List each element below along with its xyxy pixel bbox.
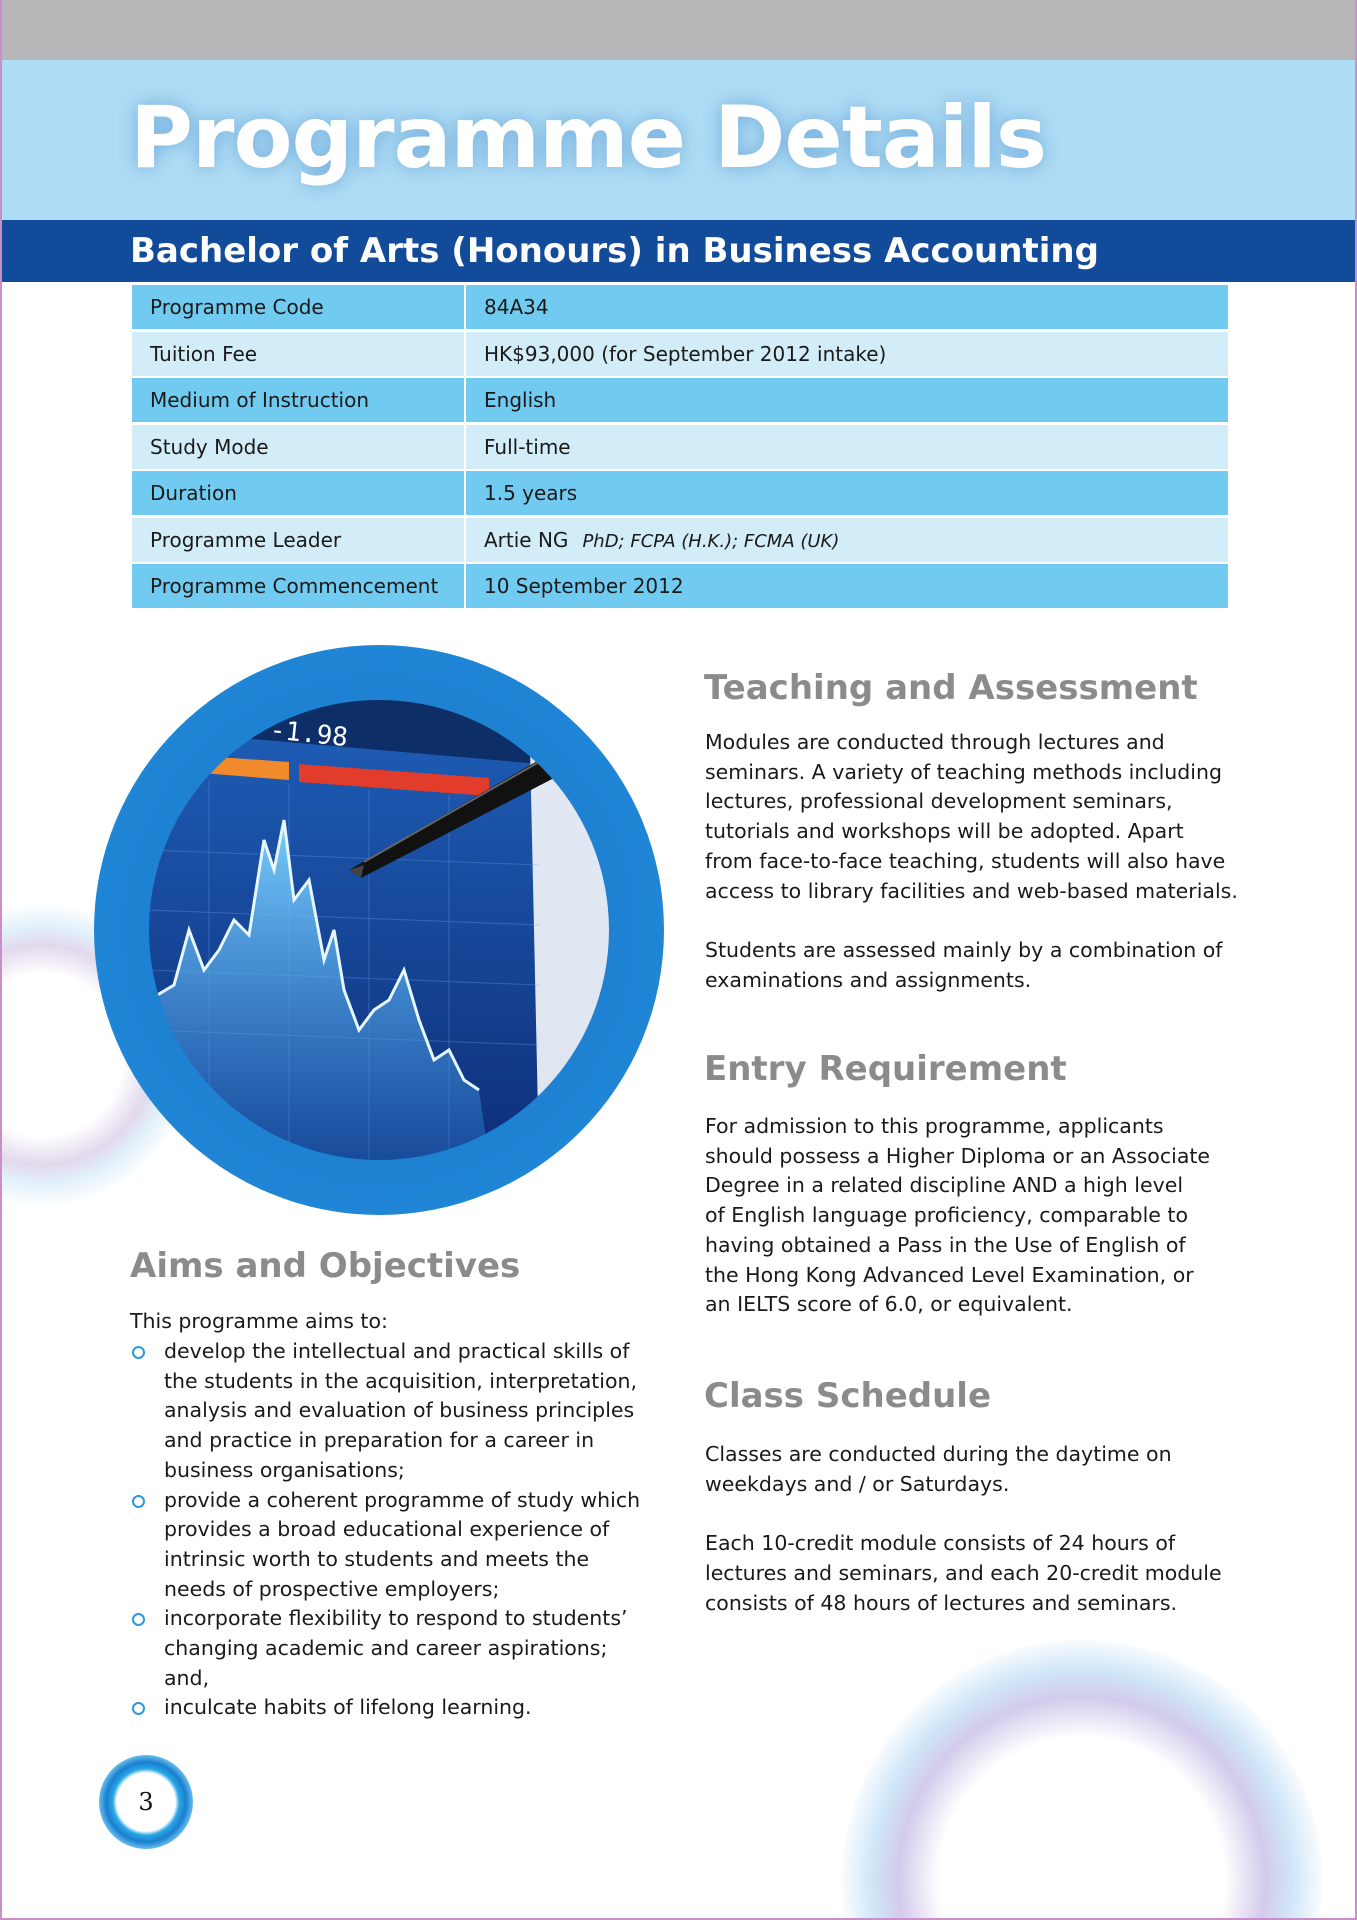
page-number-badge [99,1755,193,1849]
schedule-line: Classes are conducted during the daytime on [705,1442,1172,1466]
teaching-line: lectures, professional development seminars, [705,789,1173,814]
teaching-text [705,728,1238,995]
teaching-line: Modules are conducted through lectures and [705,730,1165,754]
decorative-ring-bottom-right [842,1640,1322,1920]
top-gray-bar [2,0,1357,60]
leader-credentials: PhD; FCPA (H.K.); FCMA (UK) [582,530,840,552]
schedule-heading: Class Schedule [704,1376,992,1416]
detail-label: Programme Leader [132,518,466,562]
detail-row-study-mode [132,425,1228,469]
detail-label: Medium of Instruction [132,378,466,422]
aims-list-item [130,1693,657,1723]
entry-heading: Entry Requirement [704,1049,1067,1089]
entry-line: of English language proficiency, comparable to [705,1203,1188,1228]
aims-item-text: incorporate flexibility to respond to students’ changing academic and career aspirations; and, [164,1606,628,1690]
aims-item-text: inculcate habits of lifelong learning. [164,1695,532,1720]
stock-chart-photo [94,645,664,1215]
aims-intro: This programme aims to: [130,1309,388,1333]
programme-name: Bachelor of Arts (Honours) in Business Accounting [130,231,1099,271]
schedule-blank-line [705,1499,1222,1529]
teaching-line: seminars. A variety of teaching methods including [705,759,1223,784]
teaching-line: access to library facilities and web-based materials. [705,878,1238,903]
aims-list-item [130,1604,657,1693]
circle-bullet-icon [132,1702,145,1715]
schedule-line: lectures and seminars, and each 20-credit module [705,1560,1222,1585]
detail-label: Programme Code [132,285,466,329]
entry-text [705,1112,1210,1320]
detail-row-medium [132,378,1228,422]
schedule-line: weekdays and / or Saturdays. [705,1471,1010,1496]
entry-line: having obtained a Pass in the Use of English of [705,1232,1186,1257]
aims-list [130,1337,657,1723]
detail-label: Programme Commencement [132,564,466,608]
teaching-line: examinations and assignments. [705,967,1032,992]
entry-line: an IELTS score of 6.0, or equivalent. [705,1292,1073,1317]
detail-row-commencement [132,564,1228,608]
detail-value: Full-time [484,434,571,459]
teaching-blank-line [705,906,1238,936]
chart-photo-graphic [149,700,609,1160]
circle-bullet-icon [132,1495,145,1508]
detail-value [466,518,1228,562]
chart-ticker-value: -1.98 [268,715,350,754]
circle-bullet-icon [132,1613,145,1626]
teaching-line: from face-to-face teaching, students will also have [705,848,1226,873]
detail-value: HK$93,000 (for September 2012 intake) [484,341,887,366]
detail-label: Study Mode [132,425,466,469]
teaching-heading: Teaching and Assessment [704,668,1198,708]
leader-name: Artie NG [484,527,569,552]
entry-line: For admission to this programme, applicants [705,1114,1164,1138]
detail-row-duration [132,471,1228,515]
page-title: Programme Details [130,88,1047,188]
programme-details-table [132,285,1228,611]
schedule-text [705,1440,1222,1618]
teaching-line: Students are assessed mainly by a combination of [705,937,1223,962]
teaching-line: tutorials and workshops will be adopted. Apart [705,819,1184,844]
detail-row-programme-code [132,285,1228,329]
detail-label: Duration [132,471,466,515]
entry-line: Degree in a related discipline AND a high level [705,1173,1184,1198]
aims-list-item [130,1337,657,1486]
entry-line: should possess a Higher Diploma or an Associate [705,1143,1211,1168]
detail-value: 84A34 [484,295,549,319]
circle-bullet-icon [132,1346,145,1359]
page-number: 3 [138,1788,154,1816]
detail-value: 10 September 2012 [484,574,684,598]
aims-list-item [130,1486,657,1605]
detail-row-tuition-fee [132,332,1228,376]
schedule-line: Each 10-credit module consists of 24 hours of [705,1531,1176,1556]
aims-item-text: provide a coherent programme of study which provides a broad educational experience of intrinsic worth to students and meets the needs of prospective employers; [164,1487,641,1601]
schedule-line: consists of 48 hours of lectures and seminars. [705,1590,1178,1615]
aims-item-text: develop the intellectual and practical skills of the students in the acquisition, interpretation, analysis and evaluation of business principles and practice in preparation for a career in business organisations; [164,1339,638,1482]
entry-line: the Hong Kong Advanced Level Examination, or [705,1262,1194,1287]
detail-value: 1.5 years [484,481,578,505]
detail-row-programme-leader [132,518,1228,562]
aims-heading: Aims and Objectives [130,1246,521,1286]
detail-label: Tuition Fee [132,332,466,376]
detail-value: English [484,388,557,412]
chart-photo-inner [149,700,609,1160]
